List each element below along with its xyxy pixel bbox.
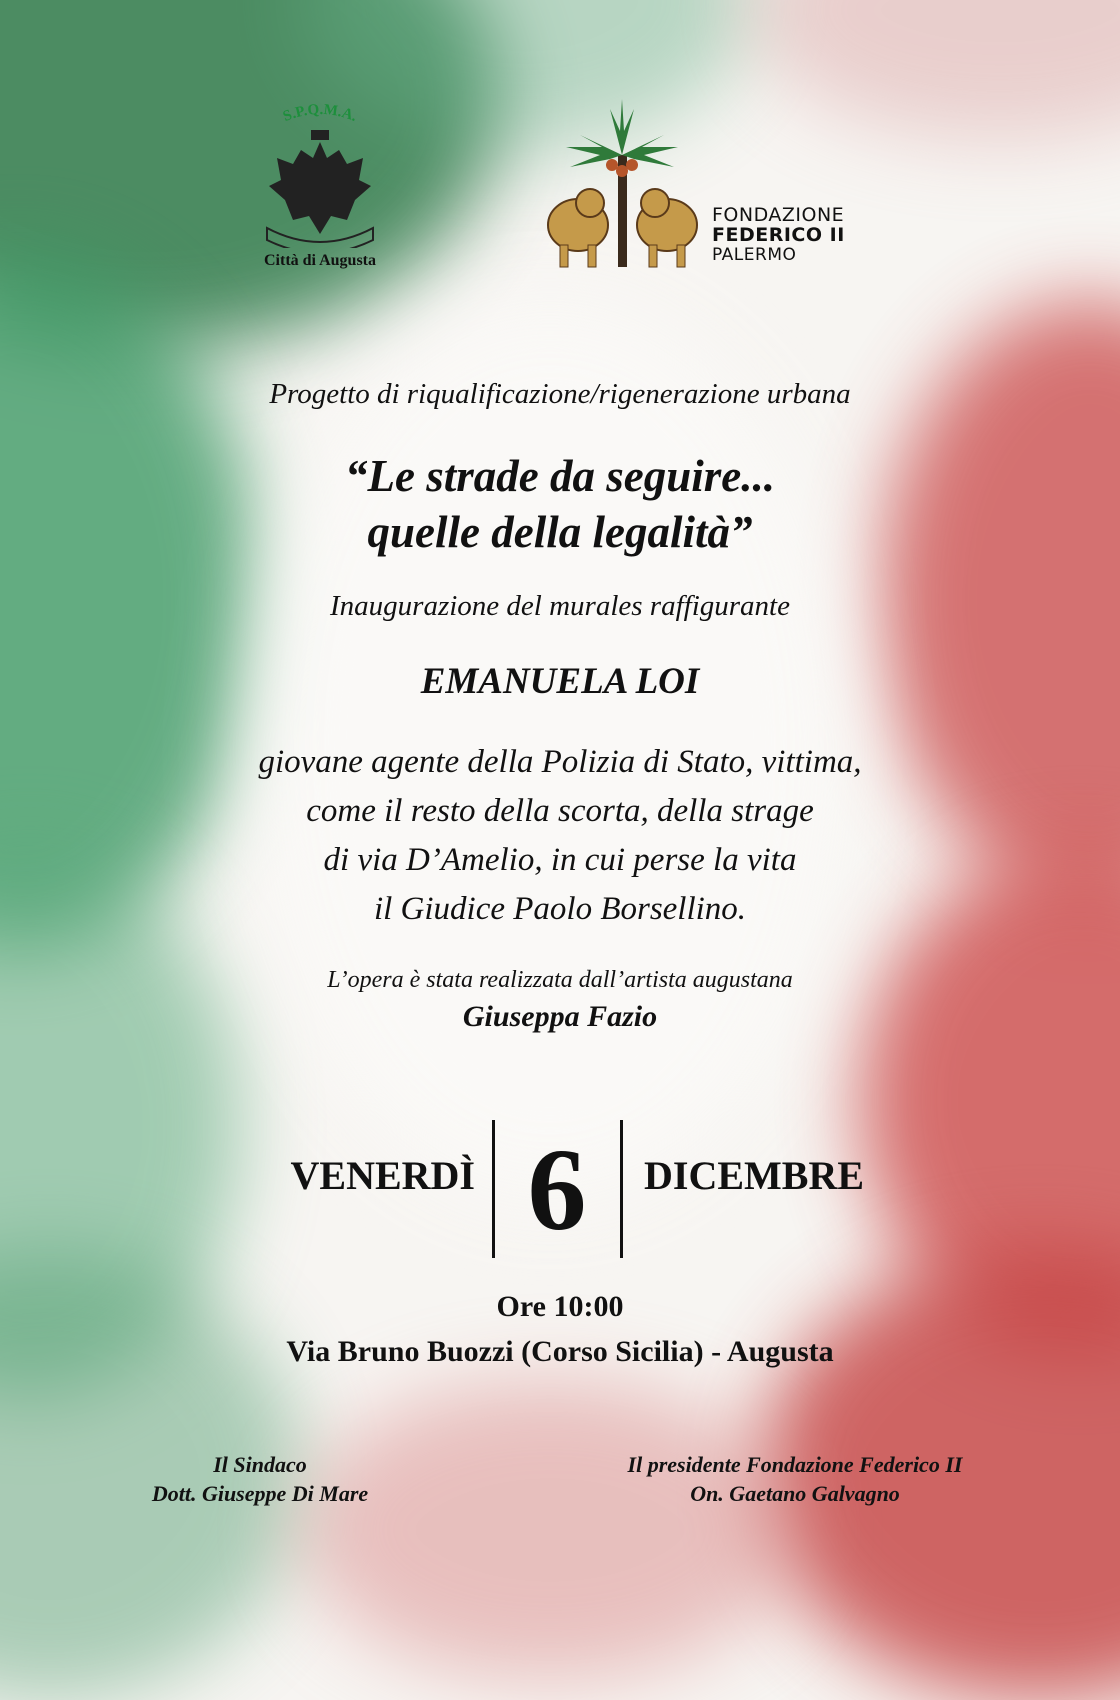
event-location: Via Bruno Buozzi (Corso Sicilia) - Augusta (286, 1335, 834, 1368)
mayor-role: Il Sindaco (213, 1452, 307, 1477)
fondazione-line1: FONDAZIONE (712, 204, 845, 226)
artist-name: Giuseppa Fazio (462, 1000, 658, 1033)
inauguration-line: Inaugurazione del murales raffigurante (330, 590, 790, 622)
honoree-name: EMANUELA LOI (420, 661, 700, 702)
day-number: 6 (527, 1124, 587, 1255)
description-line: come il resto della scorta, della strage (306, 793, 814, 829)
month: DICEMBRE (644, 1153, 865, 1198)
fondazione-wordmark (712, 205, 845, 265)
description (0, 738, 1120, 934)
fondazione-line2: FEDERICO II (712, 224, 845, 246)
description-line: il Giudice Paolo Borsellino. (373, 891, 747, 927)
event-time: Ore 10:00 (496, 1290, 624, 1323)
palm-lions-emblem-icon (540, 95, 705, 270)
president-name: On. Gaetano Galvagno (690, 1481, 900, 1506)
augusta-city-name: Città di Augusta (263, 252, 377, 269)
description-line: di via D’Amelio, in cui perse la vita (323, 842, 797, 878)
weekday: VENERDÌ (290, 1153, 475, 1198)
artist-intro: L’opera è stata realizzata dall’artista augustana (327, 967, 793, 993)
president-signature (585, 1450, 1005, 1508)
mayor-signature (110, 1450, 410, 1508)
fondazione-line3: PALERMO (712, 245, 797, 265)
augusta-logo (235, 100, 405, 280)
date-divider (492, 1120, 495, 1258)
mayor-name: Dott. Giuseppe Di Mare (151, 1481, 369, 1506)
title-line-1: “Le strade da seguire... (345, 451, 775, 501)
title-line-2: quelle della legalità” (367, 507, 753, 557)
fondazione-logo (540, 95, 880, 280)
president-role: Il presidente Fondazione Federico II (627, 1452, 963, 1477)
event-date (0, 1120, 1120, 1260)
event-title (0, 448, 1120, 560)
description-line: giovane agente della Polizia di Stato, vittima, (258, 744, 862, 780)
svg-text:S.P.Q.M.A.: S.P.Q.M.A. (280, 101, 360, 126)
project-line: Progetto di riqualificazione/rigenerazione urbana (269, 378, 851, 410)
eagle-crest-icon (263, 128, 377, 248)
date-divider (620, 1120, 623, 1258)
